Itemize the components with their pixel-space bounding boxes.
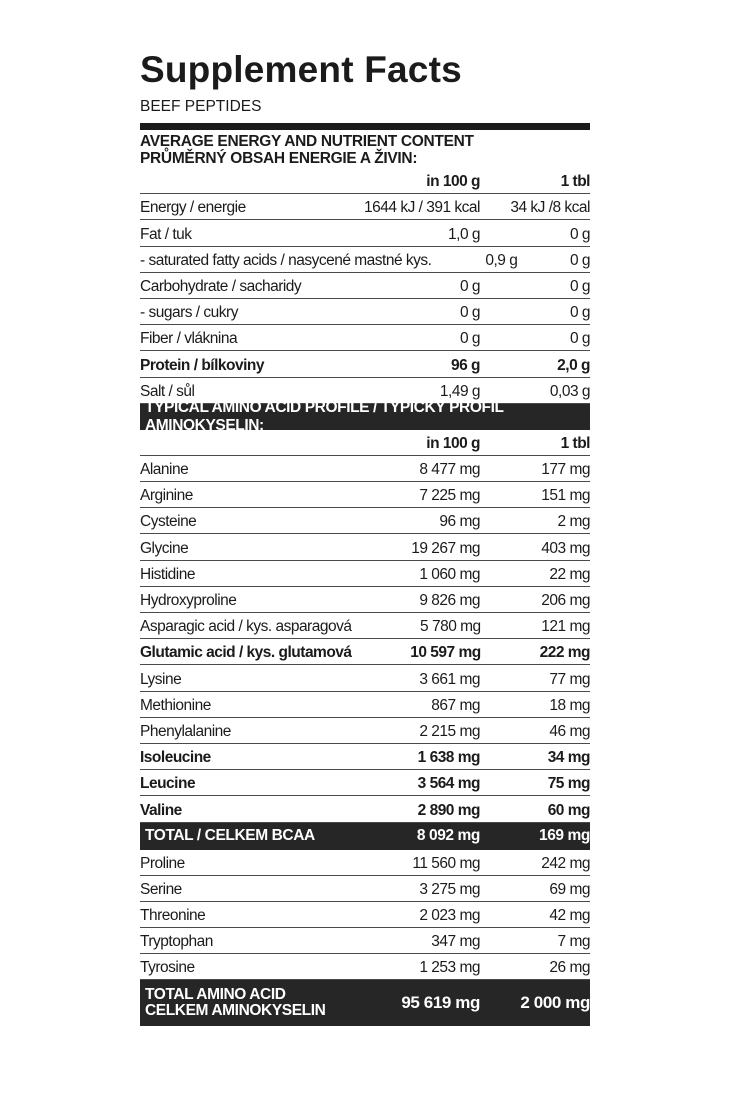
row-name: Cysteine bbox=[140, 513, 197, 531]
row-per-tbl: 77 mg bbox=[549, 670, 590, 688]
row-per100: 2 890 mg bbox=[417, 801, 480, 819]
nutrient-row bbox=[140, 351, 590, 377]
amino-acid-row bbox=[140, 508, 590, 534]
row-per-tbl: 2 mg bbox=[557, 513, 590, 531]
amino-acid-table-2 bbox=[140, 850, 590, 981]
row-name: - saturated fatty acids / nasycené mastné kys. bbox=[140, 251, 432, 269]
total-amino-line1: TOTAL AMINO ACID bbox=[145, 986, 286, 1004]
product-name: BEEF PEPTIDES bbox=[140, 98, 262, 115]
row-name: Tryptophan bbox=[140, 933, 213, 951]
row-per100: 0 g bbox=[459, 304, 480, 322]
row-name: Arginine bbox=[140, 487, 193, 505]
total-bcaa-per100: 8 092 mg bbox=[416, 827, 480, 844]
row-name: Glutamic acid / kys. glutamová bbox=[140, 644, 352, 662]
row-per100: 10 597 mg bbox=[410, 644, 481, 662]
total-bcaa-per-tbl: 169 mg bbox=[538, 827, 590, 844]
row-per-tbl: 34 kJ /8 kcal bbox=[510, 199, 590, 217]
total-amino-row bbox=[140, 980, 590, 1026]
row-per-tbl: 0 g bbox=[569, 225, 590, 243]
row-name: Methionine bbox=[140, 696, 211, 714]
row-name: Tyrosine bbox=[140, 959, 195, 977]
amino-acid-row bbox=[140, 639, 590, 665]
row-per100: 0,9 g bbox=[485, 251, 518, 269]
row-per100: 1 253 mg bbox=[419, 959, 480, 977]
row-per-tbl: 242 mg bbox=[541, 854, 590, 872]
row-per100: 19 267 mg bbox=[411, 539, 480, 557]
amino-acid-row bbox=[140, 534, 590, 560]
total-bcaa-name: TOTAL / CELKEM BCAA bbox=[145, 827, 315, 844]
row-per100: 96 g bbox=[450, 356, 480, 374]
amino-acid-row bbox=[140, 796, 590, 822]
row-name: Proline bbox=[140, 854, 185, 872]
row-per-tbl: 42 mg bbox=[549, 907, 590, 925]
row-per-tbl: 7 mg bbox=[557, 933, 590, 951]
row-name: Phenylalanine bbox=[140, 722, 231, 740]
row-per-tbl: 34 mg bbox=[547, 749, 590, 767]
row-name: - sugars / cukry bbox=[140, 304, 238, 322]
row-name: Lysine bbox=[140, 670, 182, 688]
row-per100: 2 215 mg bbox=[419, 722, 480, 740]
row-per-tbl: 222 mg bbox=[539, 644, 590, 662]
row-name: Carbohydrate / sacharidy bbox=[140, 277, 302, 295]
row-per-tbl: 75 mg bbox=[547, 775, 590, 793]
row-per-tbl: 206 mg bbox=[541, 592, 590, 609]
row-per-tbl: 151 mg bbox=[541, 487, 590, 505]
row-name: Salt / sůl bbox=[140, 382, 195, 400]
row-per100: 867 mg bbox=[431, 696, 480, 714]
amino-acid-row bbox=[140, 561, 590, 587]
col-per-tbl-label: 1 tbl bbox=[560, 173, 590, 191]
nutrient-column-header bbox=[140, 168, 590, 194]
row-per-tbl: 0 g bbox=[569, 330, 590, 348]
row-name: Isoleucine bbox=[140, 749, 211, 767]
col-per100-label: in 100 g bbox=[426, 434, 480, 452]
row-per100: 11 560 mg bbox=[412, 854, 480, 872]
nutrient-table bbox=[140, 194, 590, 404]
row-per100: 1644 kJ / 391 kcal bbox=[364, 199, 480, 217]
amino-acid-row bbox=[140, 850, 590, 876]
row-per100: 96 mg bbox=[439, 513, 480, 531]
row-per100: 0 g bbox=[459, 330, 480, 348]
col-per-tbl-label: 1 tbl bbox=[560, 434, 590, 452]
amino-acid-row bbox=[140, 665, 590, 691]
row-per-tbl: 403 mg bbox=[541, 539, 590, 557]
total-bcaa-row bbox=[140, 823, 590, 850]
amino-acid-row bbox=[140, 744, 590, 770]
row-name: Histidine bbox=[140, 565, 195, 583]
row-per100: 3 275 mg bbox=[419, 880, 480, 898]
row-per100: 3 661 mg bbox=[419, 670, 480, 688]
total-amino-per-tbl: 2 000 mg bbox=[520, 993, 590, 1013]
amino-header-text: TYPICAL AMINO ACID PROFILE / TYPICKÝ PROFIL AMINOKYSELIN: bbox=[145, 398, 504, 434]
supplement-facts-label bbox=[140, 50, 590, 1026]
row-per-tbl: 0 g bbox=[569, 251, 590, 269]
nutrient-header-line2: PRŮMĚRNÝ OBSAH ENERGIE A ŽIVIN: bbox=[140, 150, 418, 167]
row-per100: 1 060 mg bbox=[419, 565, 480, 583]
row-name: Fat / tuk bbox=[140, 225, 192, 243]
nutrient-row bbox=[140, 325, 590, 351]
row-per-tbl: 60 mg bbox=[547, 801, 590, 819]
row-per-tbl: 177 mg bbox=[541, 461, 590, 479]
nutrient-section-header bbox=[140, 130, 590, 168]
row-per-tbl: 121 mg bbox=[541, 618, 590, 636]
amino-acid-row bbox=[140, 770, 590, 796]
amino-acid-row bbox=[140, 954, 590, 980]
nutrient-header-line1: AVERAGE ENERGY AND NUTRIENT CONTENT bbox=[140, 133, 474, 150]
row-name: Hydroxyproline bbox=[140, 592, 237, 609]
row-per100: 347 mg bbox=[431, 933, 480, 951]
row-name: Protein / bílkoviny bbox=[140, 356, 264, 374]
row-per-tbl: 0 g bbox=[569, 304, 590, 322]
amino-acid-row bbox=[140, 692, 590, 718]
row-per-tbl: 2,0 g bbox=[557, 356, 590, 374]
nutrient-row bbox=[140, 273, 590, 299]
nutrient-row bbox=[140, 299, 590, 325]
row-name: Alanine bbox=[140, 461, 189, 479]
row-per100: 1,49 g bbox=[439, 382, 480, 400]
row-per-tbl: 46 mg bbox=[549, 722, 590, 740]
row-per-tbl: 26 mg bbox=[549, 959, 590, 977]
row-per-tbl: 0,03 g bbox=[549, 382, 590, 400]
amino-acid-row bbox=[140, 928, 590, 954]
row-per100: 3 564 mg bbox=[417, 775, 480, 793]
row-name: Leucine bbox=[140, 775, 196, 793]
row-per100: 5 780 mg bbox=[420, 618, 481, 636]
amino-acid-row bbox=[140, 587, 590, 613]
total-amino-line2: CELKEM AMINOKYSELIN bbox=[145, 1002, 326, 1020]
amino-acid-row bbox=[140, 456, 590, 482]
amino-acid-row bbox=[140, 482, 590, 508]
amino-acid-row bbox=[140, 876, 590, 902]
amino-acid-row bbox=[140, 718, 590, 744]
row-per100: 1,0 g bbox=[448, 225, 480, 243]
row-name: Fiber / vláknina bbox=[140, 330, 238, 348]
amino-acid-row bbox=[140, 902, 590, 928]
label-title: Supplement Facts bbox=[140, 49, 462, 90]
row-name: Threonine bbox=[140, 907, 206, 925]
row-per-tbl: 22 mg bbox=[549, 565, 590, 583]
nutrient-row bbox=[140, 247, 590, 273]
col-per100-label: in 100 g bbox=[426, 173, 480, 191]
row-name: Glycine bbox=[140, 539, 189, 557]
row-per100: 1 638 mg bbox=[417, 749, 480, 767]
total-amino-per100: 95 619 mg bbox=[401, 993, 480, 1013]
row-name: Energy / energie bbox=[140, 199, 246, 217]
amino-section-header bbox=[140, 398, 590, 434]
row-name: Asparagic acid / kys. asparagová bbox=[140, 618, 352, 636]
row-per-tbl: 0 g bbox=[569, 277, 590, 295]
nutrient-row bbox=[140, 220, 590, 246]
row-per100: 9 826 mg bbox=[419, 592, 480, 609]
row-per100: 2 023 mg bbox=[419, 907, 480, 925]
row-per100: 7 225 mg bbox=[419, 487, 480, 505]
row-per100: 8 477 mg bbox=[419, 461, 480, 479]
row-name: Valine bbox=[140, 801, 182, 819]
row-per-tbl: 69 mg bbox=[549, 880, 590, 898]
row-per100: 0 g bbox=[459, 277, 480, 295]
amino-acid-row bbox=[140, 613, 590, 639]
nutrient-row bbox=[140, 194, 590, 220]
amino-acid-table bbox=[140, 456, 590, 823]
row-per-tbl: 18 mg bbox=[549, 696, 590, 714]
top-divider-bar bbox=[140, 123, 590, 130]
row-name: Serine bbox=[140, 880, 182, 898]
